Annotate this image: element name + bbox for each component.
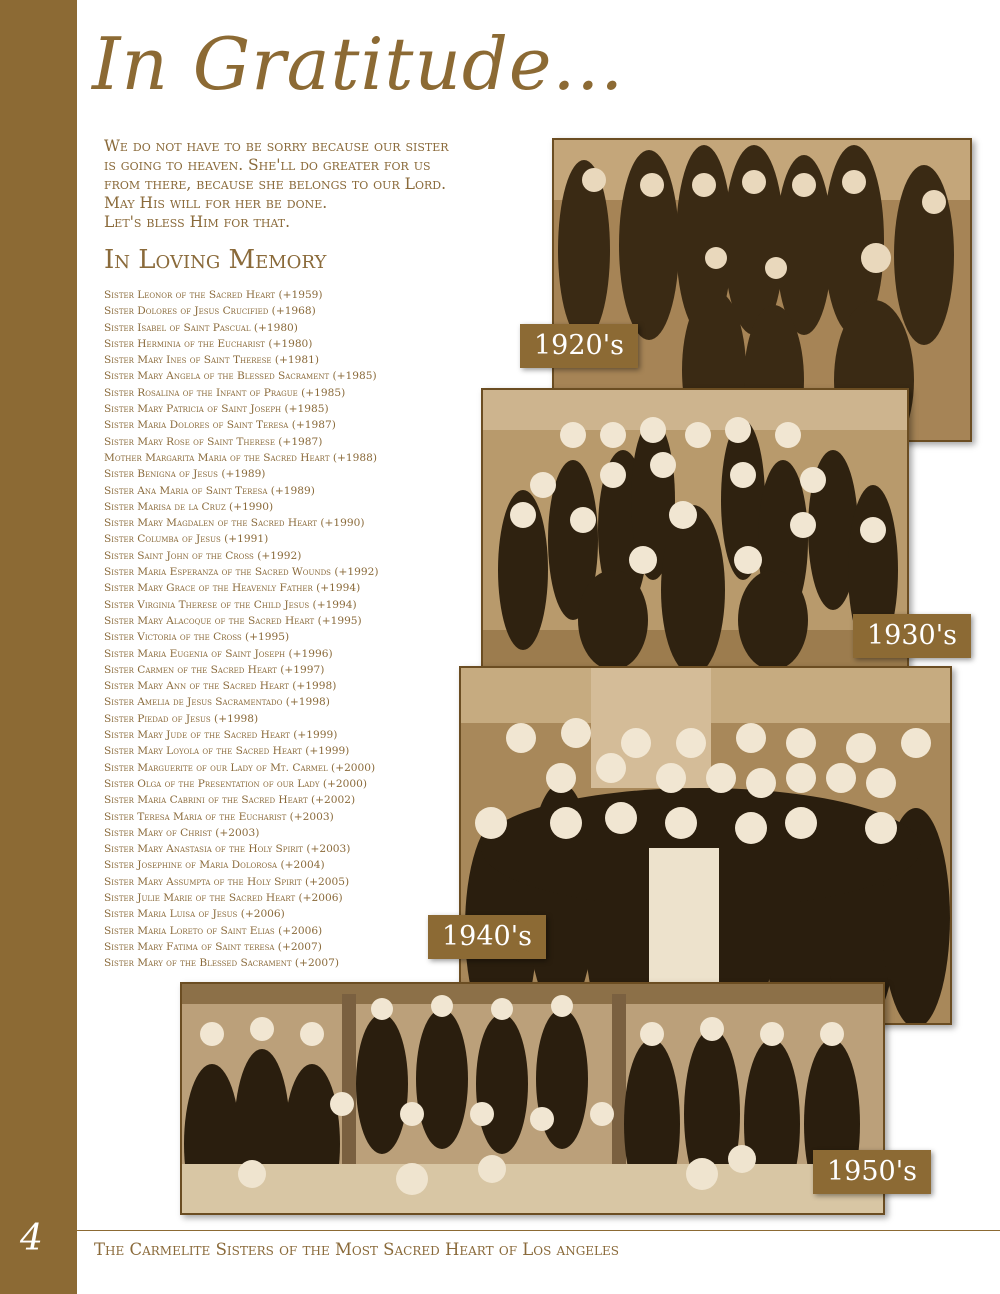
memorial-name: Sister Olga of the Presentation of our Lady (+2000)	[104, 777, 367, 790]
memorial-name: Sister Amelia de Jesus Sacramentado (+1998)	[104, 696, 330, 709]
memorial-name: Sister Benigna of Jesus (+1989)	[104, 468, 266, 481]
memorial-name: Sister Mary Jude of the Sacred Heart (+1999)	[104, 729, 338, 742]
memorial-name: Sister Mary Patricia of Saint Joseph (+1985)	[104, 403, 329, 416]
memorial-name: Sister Mary Rose of Saint Therese (+1987)	[104, 435, 323, 448]
intro-line: Let's bless Him for that.	[104, 213, 291, 231]
memorial-name: Sister Ana Maria of Saint Teresa (+1989)	[104, 484, 315, 497]
memory-heading: In Loving Memory	[104, 245, 327, 275]
intro-line: We do not have to be sorry because our sister	[104, 137, 449, 155]
intro-quote	[104, 137, 544, 232]
memorial-name: Sister Rosalina of the Infant of Prague (+1985)	[104, 386, 346, 399]
memorial-name: Sister Mary of Christ (+2003)	[104, 826, 260, 839]
photo-1950s	[180, 982, 885, 1215]
footer-rule	[77, 1230, 1000, 1231]
memorial-name: Sister Mary of the Blessed Sacrament (+2007)	[104, 957, 340, 970]
memorial-name: Sister Isabel of Saint Pascual (+1980)	[104, 321, 298, 334]
memorial-name: Sister Marguerite of our Lady of Mt. Carmel (+2000)	[104, 761, 376, 774]
memorial-name: Sister Maria Loreto of Saint Elias (+2006)	[104, 924, 323, 937]
memorial-name: Sister Maria Esperanza of the Sacred Wounds (+1992)	[104, 566, 379, 579]
memorial-name: Sister Virginia Therese of the Child Jesus (+1994)	[104, 598, 357, 611]
intro-line: May His will for her be done.	[104, 194, 328, 212]
memorial-name: Sister Julie Marie of the Sacred Heart (+2006)	[104, 891, 343, 904]
memorial-name: Sister Mary Alacoque of the Sacred Heart (+1995)	[104, 614, 362, 627]
photo-1940s	[459, 666, 952, 1025]
decade-label-1950s: 1950's	[813, 1150, 931, 1194]
memorial-name: Sister Josephine of Maria Dolorosa (+2004)	[104, 859, 325, 872]
memorial-name: Sister Mary Magdalen of the Sacred Heart (+1990)	[104, 517, 365, 530]
memorial-name: Sister Mary Loyola of the Sacred Heart (+1999)	[104, 745, 350, 758]
memorial-name: Sister Victoria of the Cross (+1995)	[104, 631, 290, 644]
memorial-name: Sister Piedad of Jesus (+1998)	[104, 712, 259, 725]
memorial-name: Sister Mary Anastasia of the Holy Spirit (+2003)	[104, 843, 351, 856]
photo-1950s-image	[182, 984, 883, 1213]
footer-text: The Carmelite Sisters of the Most Sacred Heart of Los angeles	[94, 1240, 620, 1259]
memorial-name: Sister Mary Ines of Saint Therese (+1981)	[104, 354, 320, 367]
memorial-names-list	[104, 287, 474, 971]
photo-1940s-image	[461, 668, 950, 1023]
memorial-name: Sister Teresa Maria of the Eucharist (+2003)	[104, 810, 334, 823]
memorial-name: Sister Leonor of the Sacred Heart (+1959)	[104, 289, 323, 301]
memorial-name: Sister Maria Dolores of Saint Teresa (+1987)	[104, 419, 336, 432]
page-title: In Gratitude...	[92, 22, 625, 106]
memorial-name: Sister Mary Angela of the Blessed Sacrament (+1985)	[104, 370, 377, 383]
photo-1930s	[481, 388, 909, 690]
decade-label-1920s: 1920's	[520, 324, 638, 368]
memorial-name: Sister Marisa de la Cruz (+1990)	[104, 500, 274, 513]
memorial-name: Sister Maria Eugenia of Saint Joseph (+1996)	[104, 647, 333, 660]
photo-1930s-image	[483, 390, 907, 688]
decade-label-1940s: 1940's	[428, 915, 546, 959]
intro-line: from there, because she belongs to our Lord.	[104, 175, 447, 193]
memorial-name: Sister Mary Fatima of Saint teresa (+2007)	[104, 940, 322, 953]
decade-label-1930s: 1930's	[853, 614, 971, 658]
intro-line: is going to heaven. She'll do greater for us	[104, 156, 431, 174]
memorial-name: Mother Margarita Maria of the Sacred Heart (+1988)	[104, 451, 377, 464]
memorial-name: Sister Carmen of the Sacred Heart (+1997)	[104, 663, 325, 676]
page-number: 4	[20, 1218, 43, 1259]
memorial-name: Sister Herminia of the Eucharist (+1980)	[104, 337, 313, 350]
memorial-name: Sister Columba of Jesus (+1991)	[104, 533, 269, 546]
memorial-name: Sister Maria Cabrini of the Sacred Heart (+2002)	[104, 794, 356, 807]
memorial-name: Sister Maria Luisa of Jesus (+2006)	[104, 908, 285, 921]
memorial-name: Sister Saint John of the Cross (+1992)	[104, 549, 302, 562]
memorial-name: Sister Dolores of Jesus Crucified (+1968)	[104, 305, 316, 318]
memorial-name: Sister Mary Assumpta of the Holy Spirit (+2005)	[104, 875, 350, 888]
memorial-name: Sister Mary Grace of the Heavenly Father (+1994)	[104, 582, 361, 595]
sidebar-band	[0, 0, 77, 1294]
memorial-name: Sister Mary Ann of the Sacred Heart (+1998)	[104, 680, 337, 693]
